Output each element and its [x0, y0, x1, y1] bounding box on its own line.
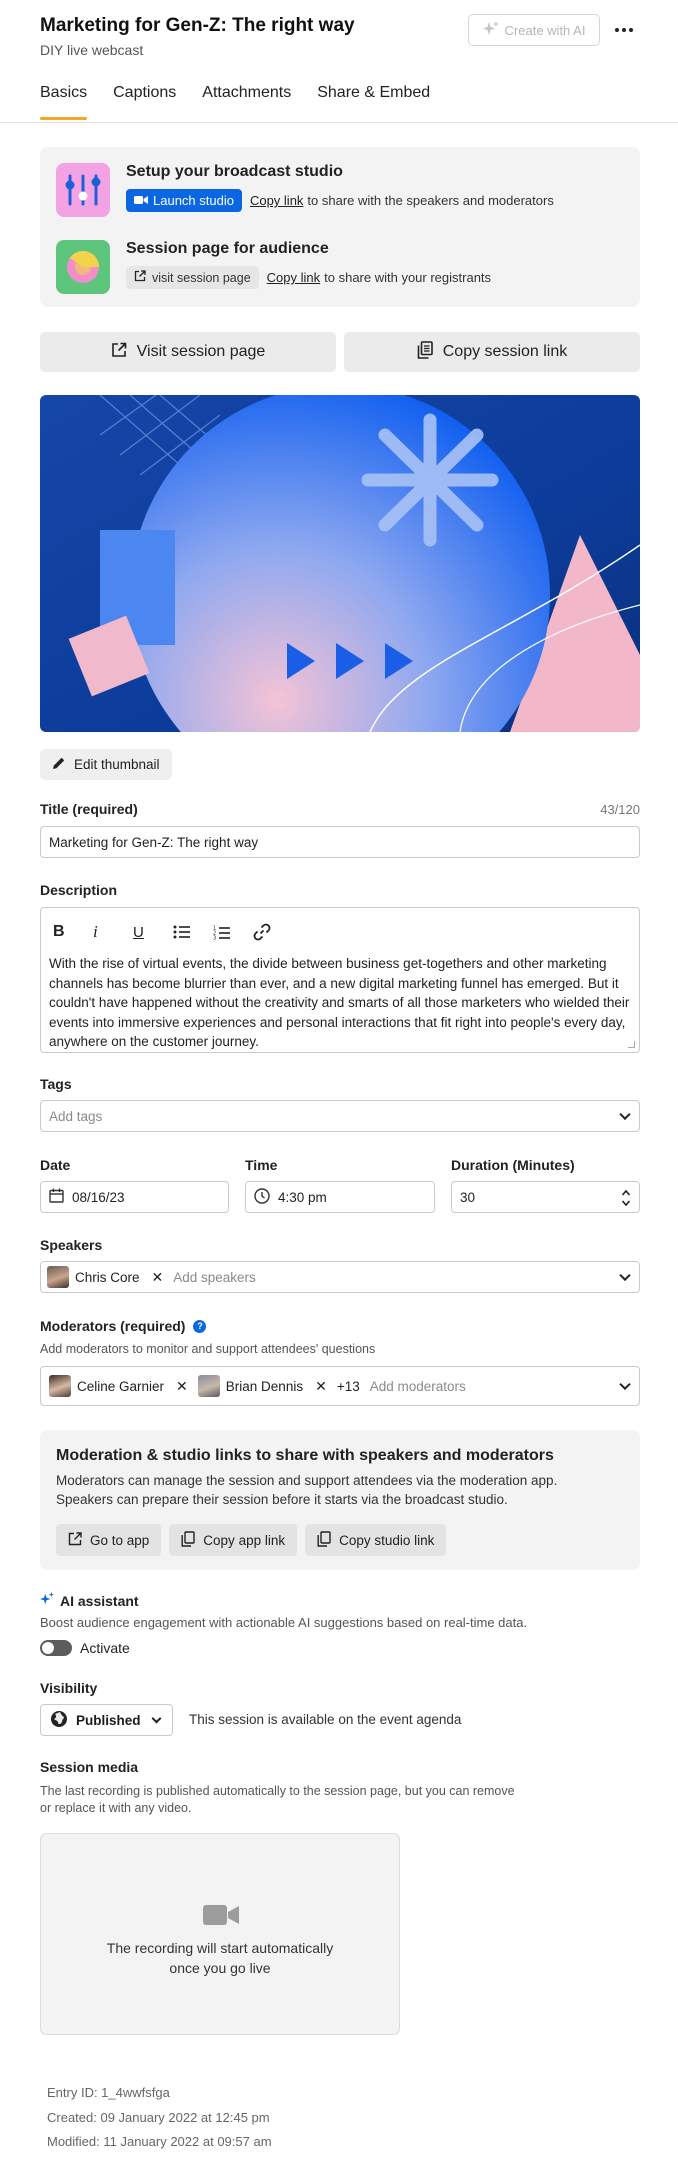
- session-thumbnail: [40, 395, 640, 732]
- svg-text:1: 1: [213, 925, 217, 931]
- moderators-label-row: [40, 1318, 206, 1334]
- underline-icon[interactable]: U: [133, 923, 144, 941]
- visit-session-page-button[interactable]: [40, 332, 336, 372]
- tab-share-embed[interactable]: Share & Embed: [317, 84, 431, 101]
- moderation-card: [40, 1430, 640, 1570]
- created-date: Created: 09 January 2022 at 12:45 pm: [47, 2110, 270, 2125]
- entry-id: Entry ID: 1_4wwfsfga: [47, 2085, 170, 2100]
- visibility-note: This session is available on the event agenda: [189, 1712, 462, 1727]
- edit-thumbnail-button[interactable]: [40, 749, 172, 780]
- title-counter: 43/120: [600, 802, 640, 817]
- moderators-input[interactable]: [40, 1366, 640, 1406]
- close-icon[interactable]: ✕: [315, 1377, 327, 1394]
- duration-label: Duration (Minutes): [451, 1157, 575, 1173]
- speaker-name: Chris Core: [75, 1269, 140, 1285]
- tags-input[interactable]: [40, 1100, 640, 1132]
- session-media-hint: [40, 1783, 515, 1817]
- copy-app-link-button[interactable]: [169, 1524, 297, 1556]
- visit-session-chip[interactable]: [126, 266, 259, 289]
- more-moderators-count[interactable]: +13: [336, 1378, 360, 1394]
- ai-activate-label: Activate: [80, 1640, 130, 1656]
- moderation-text: [56, 1471, 616, 1509]
- copy-icon: [417, 341, 433, 364]
- tabs-divider: [0, 122, 678, 123]
- audience-copy-link[interactable]: Copy link: [266, 270, 321, 285]
- speaker-chip: [47, 1266, 163, 1288]
- ai-assistant-toggle[interactable]: [40, 1640, 72, 1656]
- description-label: Description: [40, 882, 118, 898]
- moderation-text-line: Speakers can prepare their session before it starts via the broadcast studio.: [56, 1492, 508, 1507]
- description-editor[interactable]: [40, 907, 640, 1053]
- description-text: With the rise of virtual events, the divide between business get-togethers and other marketing channels has become blurrier than ever, and a new digital marketing funnel has emerged. But it couldn't have happened without the creativity and smarts of all those marketers who wielded their events into immersive experiences and personal interactions that fit right into people's every day, anywhere on the customer journey.: [49, 956, 630, 1049]
- audience-copy-suffix: to share with your registrants: [324, 270, 492, 285]
- session-media-hint-line: The last recording is published automatically to the session page, but you can remove: [40, 1784, 515, 1798]
- moderator-chip: [198, 1375, 327, 1397]
- visibility-value: Published: [76, 1712, 141, 1728]
- page-title: Marketing for Gen-Z: The right way: [40, 15, 355, 36]
- avatar: [49, 1375, 71, 1397]
- avatar: [47, 1266, 69, 1288]
- bullet-list-icon[interactable]: [173, 920, 213, 944]
- duration-value: 30: [460, 1189, 476, 1205]
- studio-copy-suffix: to share with the speakers and moderators: [307, 193, 554, 208]
- italic-icon[interactable]: i: [93, 922, 98, 941]
- copy-icon: [317, 1531, 331, 1550]
- launch-studio-button[interactable]: [126, 189, 242, 212]
- moderator-name: Celine Garnier: [77, 1378, 165, 1394]
- chevron-down-icon: [619, 1109, 630, 1120]
- sparkle-icon: [40, 1592, 54, 1609]
- link-icon[interactable]: [253, 920, 293, 944]
- svg-text:3: 3: [213, 935, 217, 940]
- page-subtitle: DIY live webcast: [40, 42, 144, 58]
- go-to-app-label: Go to app: [90, 1532, 150, 1548]
- avatar: [198, 1375, 220, 1397]
- ai-assistant-label: AI assistant: [60, 1592, 139, 1609]
- copy-session-link-button[interactable]: [344, 332, 640, 372]
- chevron-down-icon: [619, 1270, 630, 1281]
- copy-session-link-label: Copy session link: [442, 343, 568, 360]
- recording-message-line: once you go live: [169, 1960, 271, 1976]
- modified-date: Modified: 11 January 2022 at 09:57 am: [47, 2134, 272, 2149]
- calendar-icon: [49, 1188, 64, 1206]
- svg-text:2: 2: [213, 930, 217, 936]
- audience-page-icon: [56, 240, 110, 294]
- copy-app-link-label: Copy app link: [203, 1532, 286, 1548]
- bold-icon[interactable]: B: [53, 923, 65, 940]
- visit-session-page-label: Visit session page: [136, 343, 266, 360]
- duration-stepper[interactable]: [451, 1181, 640, 1213]
- more-options-icon[interactable]: [612, 16, 636, 44]
- time-value: 4:30 pm: [278, 1189, 327, 1205]
- visibility-select[interactable]: [40, 1704, 173, 1736]
- studio-copy-link[interactable]: Copy link: [249, 193, 304, 208]
- ai-assistant-hint: Boost audience engagement with actionable AI suggestions based on real-time data.: [40, 1615, 528, 1630]
- recording-message: [41, 1938, 399, 1978]
- external-link-icon: [111, 342, 127, 363]
- moderation-title: Moderation & studio links to share with speakers and moderators: [56, 1447, 554, 1464]
- studio-title: Setup your broadcast studio: [126, 163, 343, 180]
- date-label: Date: [40, 1157, 71, 1173]
- speakers-label: Speakers: [40, 1237, 103, 1253]
- pencil-icon: [52, 756, 66, 773]
- tags-label: Tags: [40, 1076, 72, 1092]
- copy-studio-link-label: Copy studio link: [339, 1532, 435, 1548]
- visibility-label: Visibility: [40, 1680, 98, 1696]
- recording-placeholder: [40, 1833, 400, 2035]
- date-input[interactable]: [40, 1181, 229, 1213]
- numbered-list-icon[interactable]: [213, 920, 253, 944]
- moderator-chip: [49, 1375, 188, 1397]
- chevron-down-icon: [151, 1713, 161, 1723]
- launch-studio-label: Launch studio: [153, 193, 234, 208]
- create-with-ai-label: Create with AI: [504, 22, 586, 38]
- go-to-app-button[interactable]: [56, 1524, 161, 1556]
- title-label: Title (required): [40, 801, 138, 817]
- ai-assistant-row: [40, 1592, 139, 1609]
- tab-captions[interactable]: Captions: [113, 84, 177, 101]
- moderators-placeholder: Add moderators: [369, 1378, 466, 1394]
- close-icon[interactable]: ✕: [151, 1268, 164, 1285]
- audience-title: Session page for audience: [126, 240, 329, 257]
- edit-thumbnail-label: Edit thumbnail: [74, 757, 160, 772]
- clock-icon: [254, 1188, 270, 1207]
- date-value: 08/16/23: [72, 1189, 125, 1205]
- help-icon[interactable]: ?: [193, 1320, 206, 1333]
- visit-session-label: visit session page: [152, 270, 251, 285]
- close-icon[interactable]: ✕: [176, 1377, 188, 1394]
- stepper-arrows-icon[interactable]: [621, 1188, 631, 1211]
- video-camera-icon: [134, 193, 148, 208]
- time-label: Time: [245, 1157, 278, 1173]
- speakers-placeholder: Add speakers: [173, 1269, 256, 1285]
- globe-icon: [50, 1710, 68, 1731]
- session-link-actions: [40, 332, 640, 372]
- setup-card: [40, 147, 640, 307]
- tab-attachments[interactable]: Attachments: [202, 84, 292, 101]
- external-link-icon: [68, 1532, 82, 1549]
- copy-icon: [181, 1531, 195, 1550]
- session-media-label: Session media: [40, 1759, 139, 1775]
- chevron-down-icon: [619, 1379, 630, 1390]
- title-value: Marketing for Gen-Z: The right way: [49, 834, 259, 850]
- moderators-hint: Add moderators to monitor and support attendees' questions: [40, 1342, 376, 1356]
- resize-handle[interactable]: [628, 1041, 635, 1048]
- time-input[interactable]: [245, 1181, 435, 1213]
- session-media-hint-line: or replace it with any video.: [40, 1801, 192, 1815]
- moderation-text-line: Moderators can manage the session and support attendees via the moderation app.: [56, 1473, 558, 1488]
- tab-basics[interactable]: Basics: [40, 84, 87, 120]
- title-input[interactable]: [40, 826, 640, 858]
- sparkle-icon: [483, 21, 499, 40]
- broadcast-studio-icon: [56, 163, 110, 217]
- speakers-input[interactable]: [40, 1261, 640, 1293]
- format-toolbar: [53, 920, 293, 944]
- moderator-name: Brian Dennis: [225, 1378, 304, 1394]
- create-with-ai-button[interactable]: [468, 14, 600, 46]
- external-link-icon: [134, 270, 146, 285]
- tags-placeholder: Add tags: [49, 1108, 103, 1124]
- recording-message-line: The recording will start automatically: [106, 1940, 334, 1956]
- tab-bar: [40, 84, 456, 120]
- copy-studio-link-button[interactable]: [305, 1524, 446, 1556]
- video-camera-icon: [203, 1904, 239, 1929]
- moderators-label: Moderators (required): [40, 1318, 186, 1334]
